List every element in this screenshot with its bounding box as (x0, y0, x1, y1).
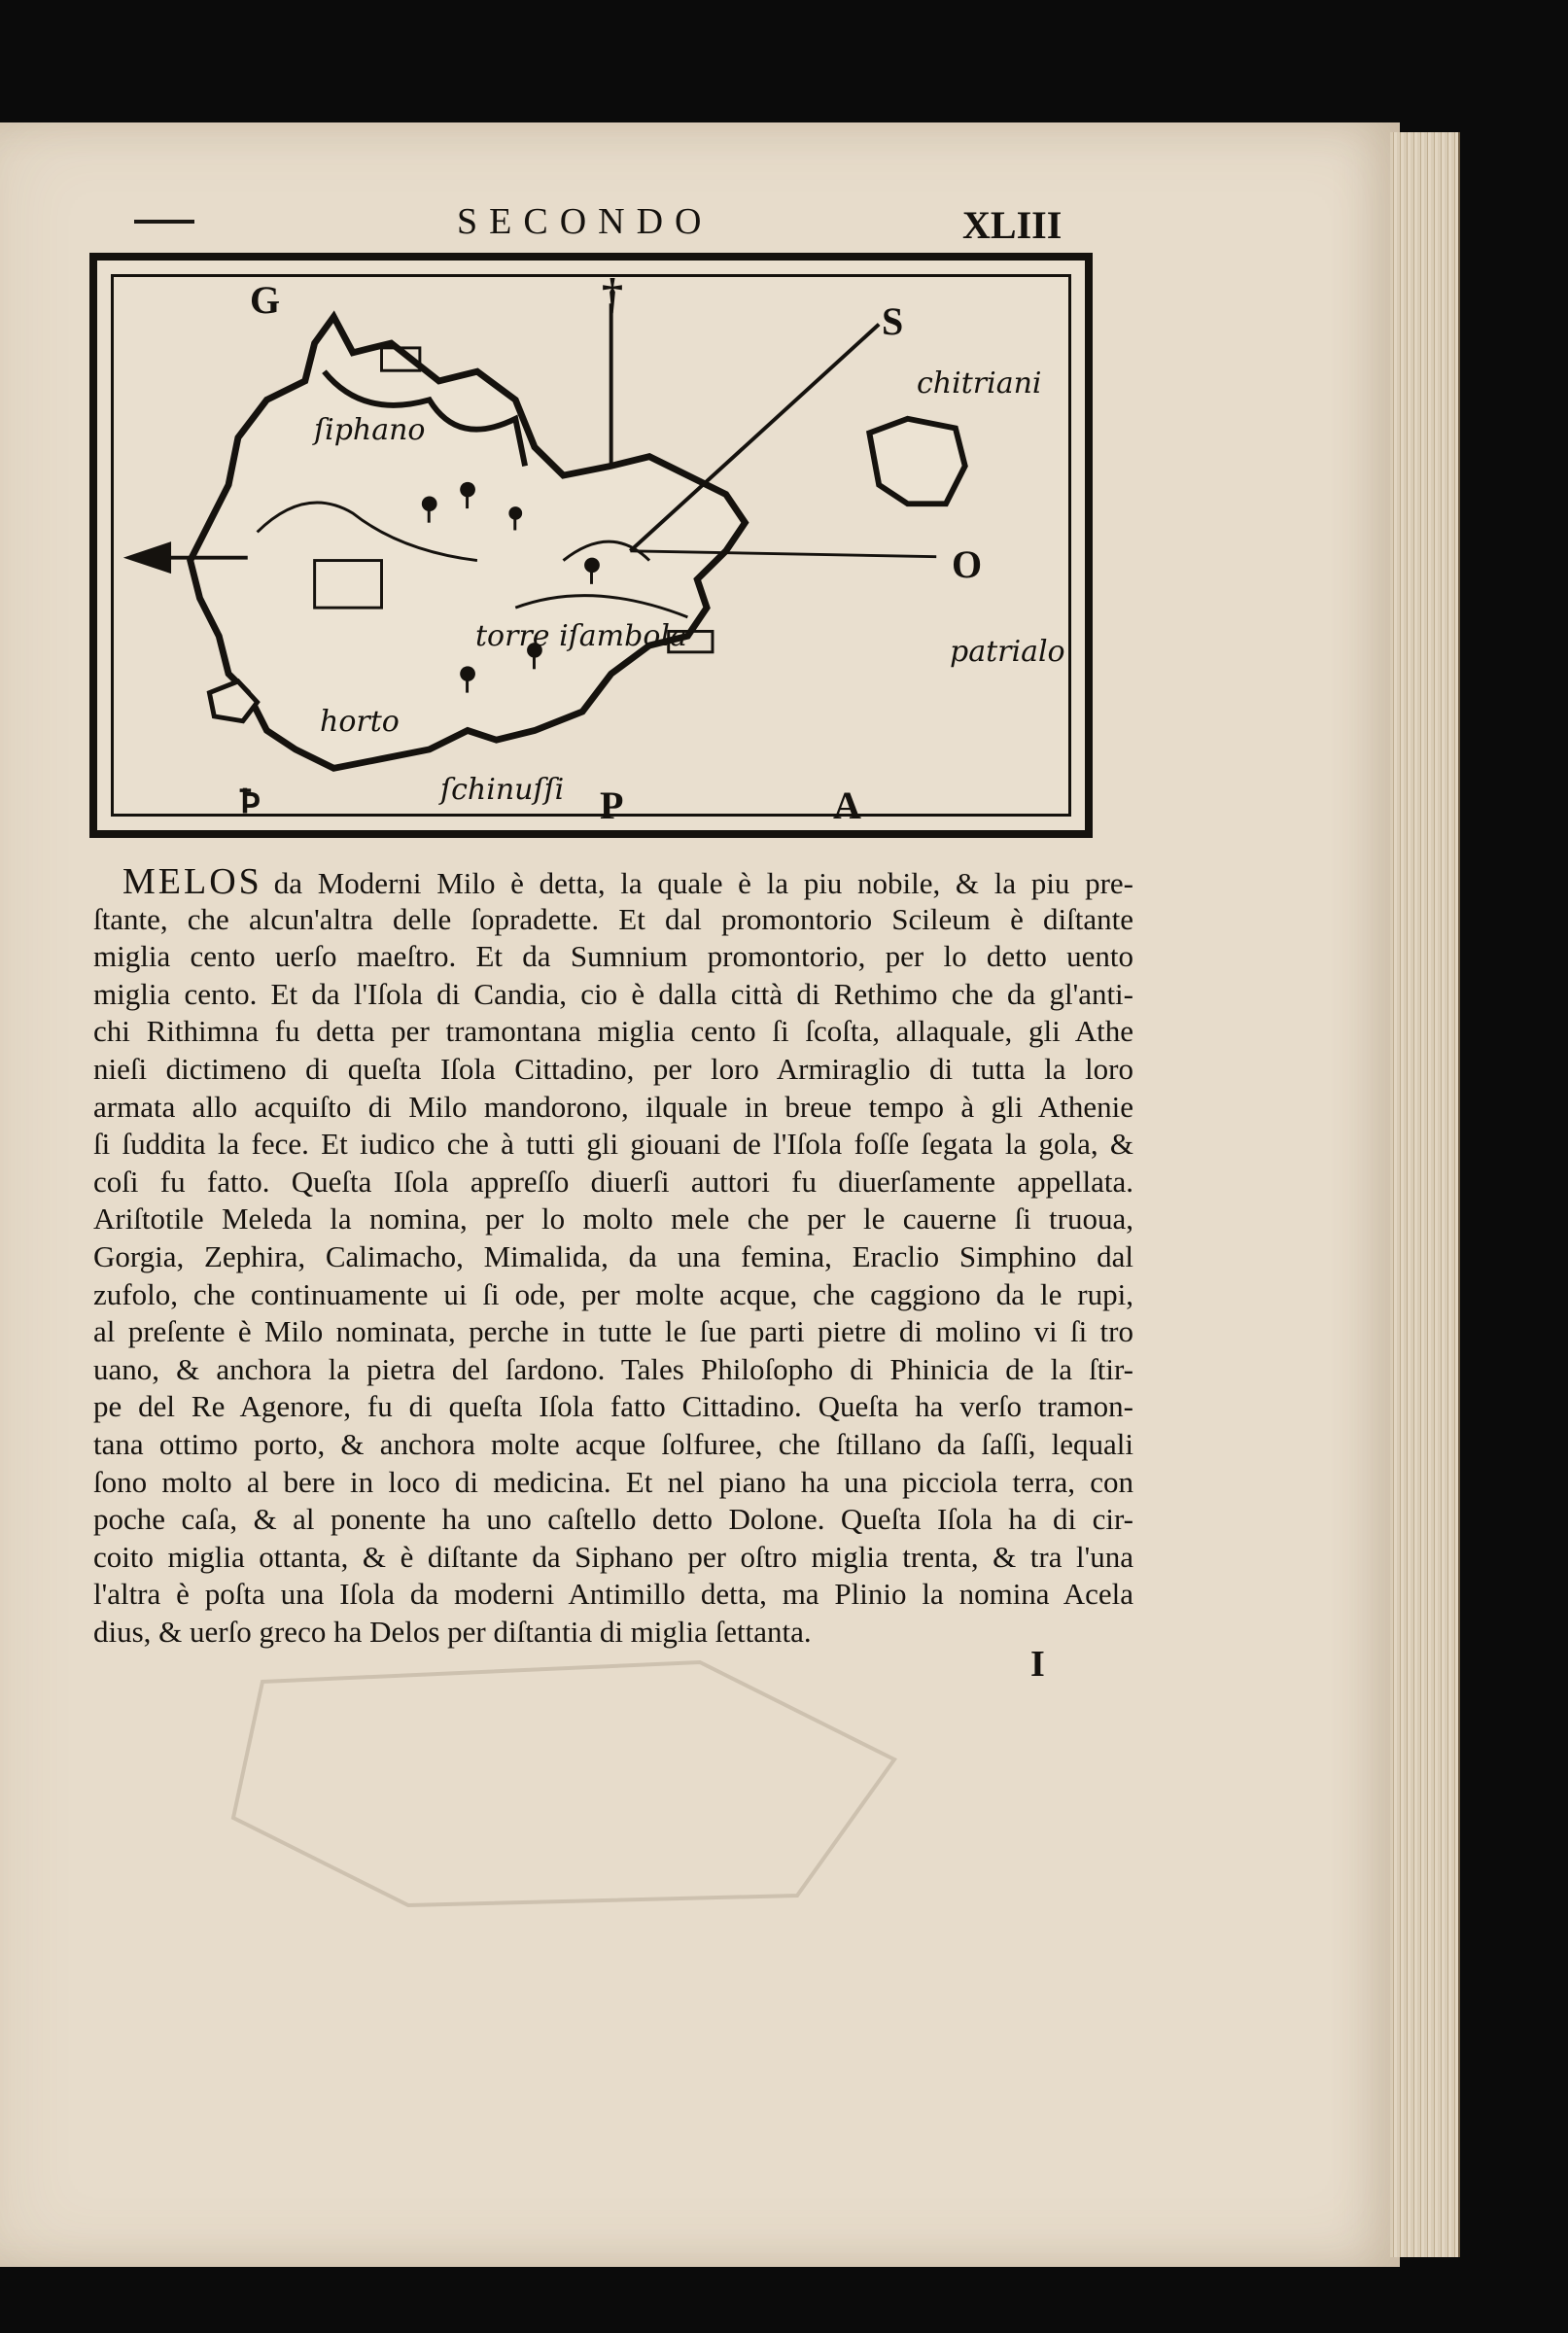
map-label-chitriani: chitriani (917, 366, 1042, 400)
text-line-14: uano, & anchora la pietra del ſardono. Tales Philoſopho di Phinicia de la ſtir- (93, 1351, 1133, 1386)
map-label-schinussi: ſchinuſſi (440, 773, 565, 807)
text-line-11: Gorgia, Zephira, Calimacho, Mimalida, da una femina, Eraclio Simphino dal (93, 1238, 1133, 1273)
compass-south: P (600, 783, 624, 827)
map-inner-border (111, 270, 1071, 827)
compass-south-west: Ꝥ (240, 784, 261, 820)
text-line-8: ſi ſuddita la fece. Et iudico che à tutti gli giouani de l'Iſola foſſe ſegata la gola, & (93, 1127, 1133, 1162)
compass-north-west: G (250, 278, 281, 322)
text-line-4: miglia cento. Et da l'Iſola di Candia, cio è dalla città di Rethimo che da gl'anti- (93, 976, 1133, 1011)
running-title: SECONDO (457, 201, 714, 242)
text-line-7: armata allo acquiſto di Milo mandorono, ilquale in breue tempo à gli Athenie (93, 1089, 1133, 1124)
map-label-horto: horto (320, 705, 400, 739)
text-line-20: l'altra è poſta una Iſola da moderni Antimillo detta, ma Plinio la nomina Acela (93, 1577, 1133, 1612)
text-line-5: chi Rithimna fu detta per tramontana miglia cento ſi ſcoſta, allaquale, gli Athe (93, 1014, 1133, 1049)
header-rule (134, 220, 194, 224)
text-line-9: coſi fu fatto. Queſta Iſola appreſſo diuerſi auttori fu diuerſamente appellata. (93, 1164, 1133, 1199)
text-line-3: miglia cento uerſo maeſtro. Et da Sumnium promontorio, per lo detto uento (93, 939, 1133, 974)
text-line-1: MELOS da Moderni Milo è detta, la quale è la piu nobile, & la piu pre- (122, 861, 1133, 902)
map-label-siphano: ſiphano (314, 413, 426, 447)
island-coastline (191, 317, 746, 769)
map-label-patrialo: patrialo (950, 635, 1065, 669)
text-line-17: ſono molto al bere in loco di medicina. Et nel piano ha una picciola terra, con (93, 1464, 1133, 1499)
island-map-drawing (114, 277, 1068, 814)
text-line-13: al preſente è Milo nominata, perche in tutte le ſue parti pietre di molino vi ſi tro (93, 1314, 1133, 1349)
map-label-torre: torre iſambola (475, 619, 687, 653)
compass-east: O (952, 542, 983, 586)
compass-north-east: S (882, 299, 904, 343)
text-line-18: poche caſa, & al ponente ha uno caſtello detto Dolone. Queſta Iſola ha di cir- (93, 1502, 1133, 1537)
signature-mark: I (1030, 1644, 1045, 1685)
text-line-12: zufolo, che continuamente ui ſi ode, per molte acque, che caggiono da le rupi, (93, 1276, 1133, 1311)
map-woodcut (89, 253, 1093, 838)
text-line-21: dius, & uerſo greco ha Delos per diſtantia di miglia ſettanta. (93, 1614, 812, 1649)
west-arrow-head (123, 541, 171, 574)
text-line-6: nieſi dictimeno di queſta Iſola Cittadino, per loro Armiraglio di tutta la loro (93, 1051, 1133, 1086)
first-word: MELOS (122, 861, 262, 902)
ray-north-east (630, 325, 879, 551)
body-text (93, 863, 1133, 1651)
folio-number: XLIII (962, 203, 1063, 247)
text-line-16: tana ottimo porto, & anchora molte acque ſolfuree, che ſtillano da ſaſſi, lequali (93, 1426, 1133, 1461)
page-edges (1390, 132, 1460, 2257)
chitriani-islet (869, 419, 964, 504)
text-line-10: Ariſtotile Meleda la nomina, per lo molto mele che per le cauerne ſi truoua, (93, 1201, 1133, 1236)
compass-north: † (602, 270, 623, 318)
text-line-2: ſtante, che alcun'altra delle ſopradette. Et dal promontorio Scileum è diſtante (93, 901, 1133, 936)
compass-south-east: A (833, 783, 861, 827)
show-through-map (117, 1643, 1089, 1934)
text-line-19: coito miglia ottanta, & è diſtante da Siphano per oſtro miglia trenta, & tra l'una (93, 1539, 1133, 1574)
text-line-15: pe del Re Agenore, fu di queſta Iſola fatto Cittadino. Queſta ha verſo tramon- (93, 1389, 1133, 1424)
